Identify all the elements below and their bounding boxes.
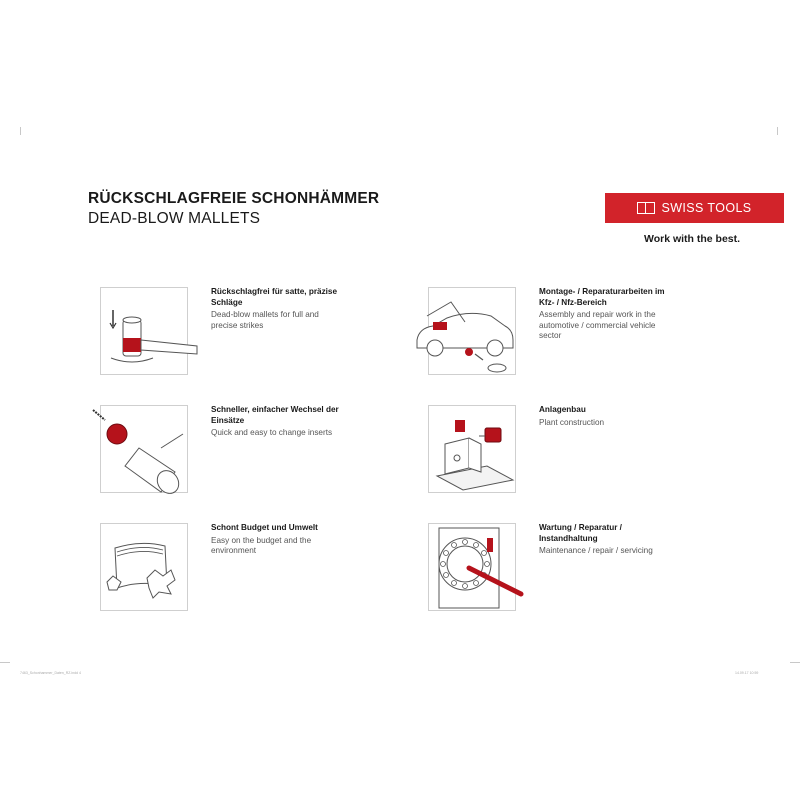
mallet-strike-icon <box>100 287 188 375</box>
feature-heading: Schneller, einfacher Wechsel der Einsätze <box>211 405 339 425</box>
feature-item <box>428 523 748 613</box>
feature-description: Maintenance / repair / servicing <box>539 546 653 555</box>
feature-item <box>100 405 420 495</box>
feature-heading: Anlagenbau <box>539 405 586 414</box>
feature-item <box>100 287 420 377</box>
brand-name: SWISS TOOLS <box>661 201 752 215</box>
feature-heading: Wartung / Reparatur / Instandhaltung <box>539 523 622 543</box>
plant-construction-icon <box>428 405 516 493</box>
print-slug-left: 7463_Schonhammer_Daten_RZ.indd 4 <box>20 671 81 675</box>
feature-item <box>428 287 748 377</box>
page-title: RÜCKSCHLAGFREIE SCHONHÄMMER <box>88 190 380 207</box>
print-slug-right: 14.09.17 10:59 <box>735 671 759 675</box>
feature-item <box>428 405 748 495</box>
feature-description: Easy on the budget and the environment <box>211 535 312 555</box>
crop-mark <box>20 127 21 135</box>
brand-tagline: Work with the best. <box>644 233 741 245</box>
feature-item <box>100 523 420 613</box>
feature-description: Assembly and repair work in the automotive / commercial vehicle sector <box>539 310 656 340</box>
page-subtitle: DEAD-BLOW MALLETS <box>88 210 261 227</box>
feature-heading: Schont Budget und Umwelt <box>211 523 318 532</box>
crop-mark <box>790 662 800 663</box>
crop-mark <box>777 127 778 135</box>
feature-description: Plant construction <box>539 417 605 427</box>
insert-change-icon <box>100 405 188 493</box>
maintenance-icon <box>428 523 516 611</box>
feature-description: Dead-blow mallets for full and precise strikes <box>211 310 319 330</box>
car-repair-icon <box>428 287 516 375</box>
feature-heading: Montage- / Reparaturarbeiten im Kfz- / Nfz-Bereich <box>539 287 665 307</box>
feature-description: Quick and easy to change inserts <box>211 428 333 437</box>
feature-heading: Rückschlagfrei für satte, präzise Schläge <box>211 287 338 307</box>
brand-logo <box>605 193 784 223</box>
budget-environment-icon <box>100 523 188 611</box>
pb-logo-icon <box>637 202 655 214</box>
crop-mark <box>0 662 10 663</box>
